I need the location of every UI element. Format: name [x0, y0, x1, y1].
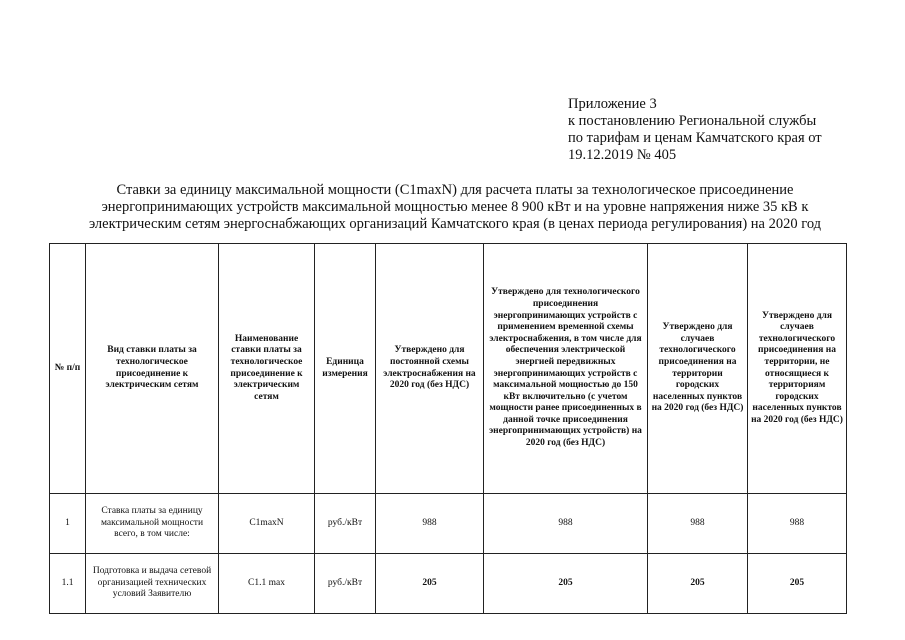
- row-rate-kind: Ставка платы за единицу максимальной мощности всего, в том числе:: [86, 494, 219, 554]
- header-rate-kind: Вид ставки платы за технологическое присоединение к электрическим сетям: [86, 244, 219, 494]
- row-value-permanent: 988: [376, 494, 484, 554]
- appendix-line: по тарифам и ценам Камчатского края от: [568, 130, 822, 146]
- table-row: [50, 554, 847, 614]
- row-value-urban: 205: [648, 554, 748, 614]
- row-value-rural: 205: [748, 554, 847, 614]
- appendix-line: к постановлению Региональной службы: [568, 113, 817, 129]
- rates-table: [49, 243, 847, 614]
- row-value-permanent: 205: [376, 554, 484, 614]
- header-urban: Утверждено для случаев технологического присоединения на территории городских населенных пунктов на 2020 год (без НДС): [648, 244, 748, 494]
- title-line: Ставки за единицу максимальной мощности (C1maxN) для расчета платы за технологическое присоединение: [116, 182, 794, 198]
- row-unit: руб./кВт: [315, 494, 376, 554]
- row-number: 1: [50, 494, 86, 554]
- table-header-row: [50, 244, 847, 494]
- row-rate-name: C1maxN: [219, 494, 315, 554]
- header-number: № п/п: [50, 244, 86, 494]
- title-line: энергопринимающих устройств максимальной мощностью менее 8 900 кВт и на уровне напряжения ниже 35 кВ к: [101, 199, 809, 215]
- header-unit: Единица измерения: [315, 244, 376, 494]
- appendix-line: Приложение 3: [568, 96, 657, 112]
- header-temporary-scheme: Утверждено для технологического присоединения энергопринимающих устройств с применением временной схемы электроснабжения, в том числе для обеспечения электрической энергией передвижных энергопринимающих устройств с максимальной мощностью до 150 кВт включительно (с учетом мощности ранее присоединенных в данной точке присоединения энергопринимающих устройств) на 2020 год (без НДС): [484, 244, 648, 494]
- row-value-temporary: 988: [484, 494, 648, 554]
- row-rate-kind: Подготовка и выдача сетевой организацией технических условий Заявителю: [86, 554, 219, 614]
- header-rate-name: Наименование ставки платы за технологическое присоединение к электрическим сетям: [219, 244, 315, 494]
- row-value-temporary: 205: [484, 554, 648, 614]
- row-number: 1.1: [50, 554, 86, 614]
- row-unit: руб./кВт: [315, 554, 376, 614]
- title-line: электрическим сетям энергоснабжающих организаций Камчатского края (в ценах периода регулирования) на 2020 год: [88, 216, 822, 232]
- header-rural: Утверждено для случаев технологического присоединения на территории, не относящиеся к территориям городских населенных пунктов на 2020 год (без НДС): [748, 244, 847, 494]
- row-rate-name: C1.1 max: [219, 554, 315, 614]
- table-row: [50, 494, 847, 554]
- header-permanent-scheme: Утверждено для постоянной схемы электроснабжения на 2020 год (без НДС): [376, 244, 484, 494]
- row-value-urban: 988: [648, 494, 748, 554]
- appendix-header: [568, 96, 888, 164]
- row-value-rural: 988: [748, 494, 847, 554]
- appendix-line: 19.12.2019 № 405: [568, 147, 677, 163]
- document-title: [40, 182, 870, 233]
